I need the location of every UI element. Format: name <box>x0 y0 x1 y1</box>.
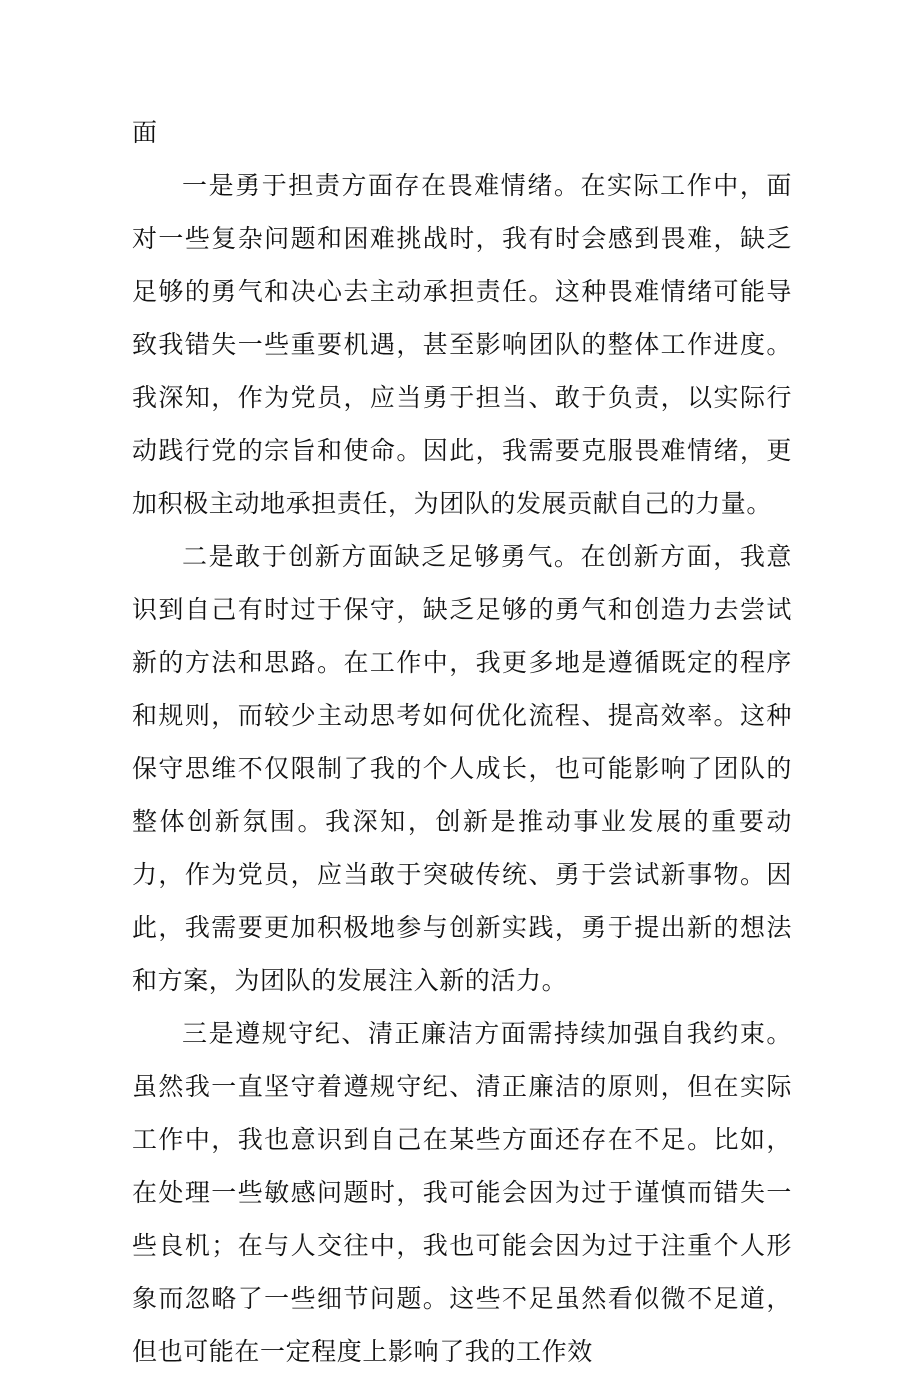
document-body <box>132 106 792 1378</box>
paragraph-continuation: 面 <box>132 118 158 147</box>
paragraph-discipline: 三是遵规守纪、清正廉洁方面需持续加强自我约束。虽然我一直坚守着遵规守纪、清正廉洁的原则，但在实际工作中，我也意识到自己在某些方面还存在不足。比如，在处理一些敏感问题时，我可能会因为过于谨慎而错失一些良机；在与人交往中，我也可能会因为过于注重个人形象而忽略了一些细节问题。这些不足虽然看似微不足道，但也可能在一定程度上影响了我的工作效 <box>132 1019 792 1366</box>
paragraph-innovation: 二是敢于创新方面缺乏足够勇气。在创新方面，我意识到自己有时过于保守，缺乏足够的勇气和创造力去尝试新的方法和思路。在工作中，我更多地是遵循既定的程序和规则，而较少主动思考如何优化流程、提高效率。这种保守思维不仅限制了我的个人成长，也可能影响了团队的整体创新氛围。我深知，创新是推动事业发展的重要动力，作为党员，应当敢于突破传统、勇于尝试新事物。因此，我需要更加积极地参与创新实践，勇于提出新的想法和方案，为团队的发展注入新的活力。 <box>132 542 792 995</box>
paragraph-responsibility: 一是勇于担责方面存在畏难情绪。在实际工作中，面对一些复杂问题和困难挑战时，我有时会感到畏难，缺乏足够的勇气和决心去主动承担责任。这种畏难情绪可能导致我错失一些重要机遇，甚至影响团队的整体工作进度。我深知，作为党员，应当勇于担当、敢于负责，以实际行动践行党的宗旨和使命。因此，我需要克服畏难情绪，更加积极主动地承担责任，为团队的发展贡献自己的力量。 <box>132 171 792 518</box>
